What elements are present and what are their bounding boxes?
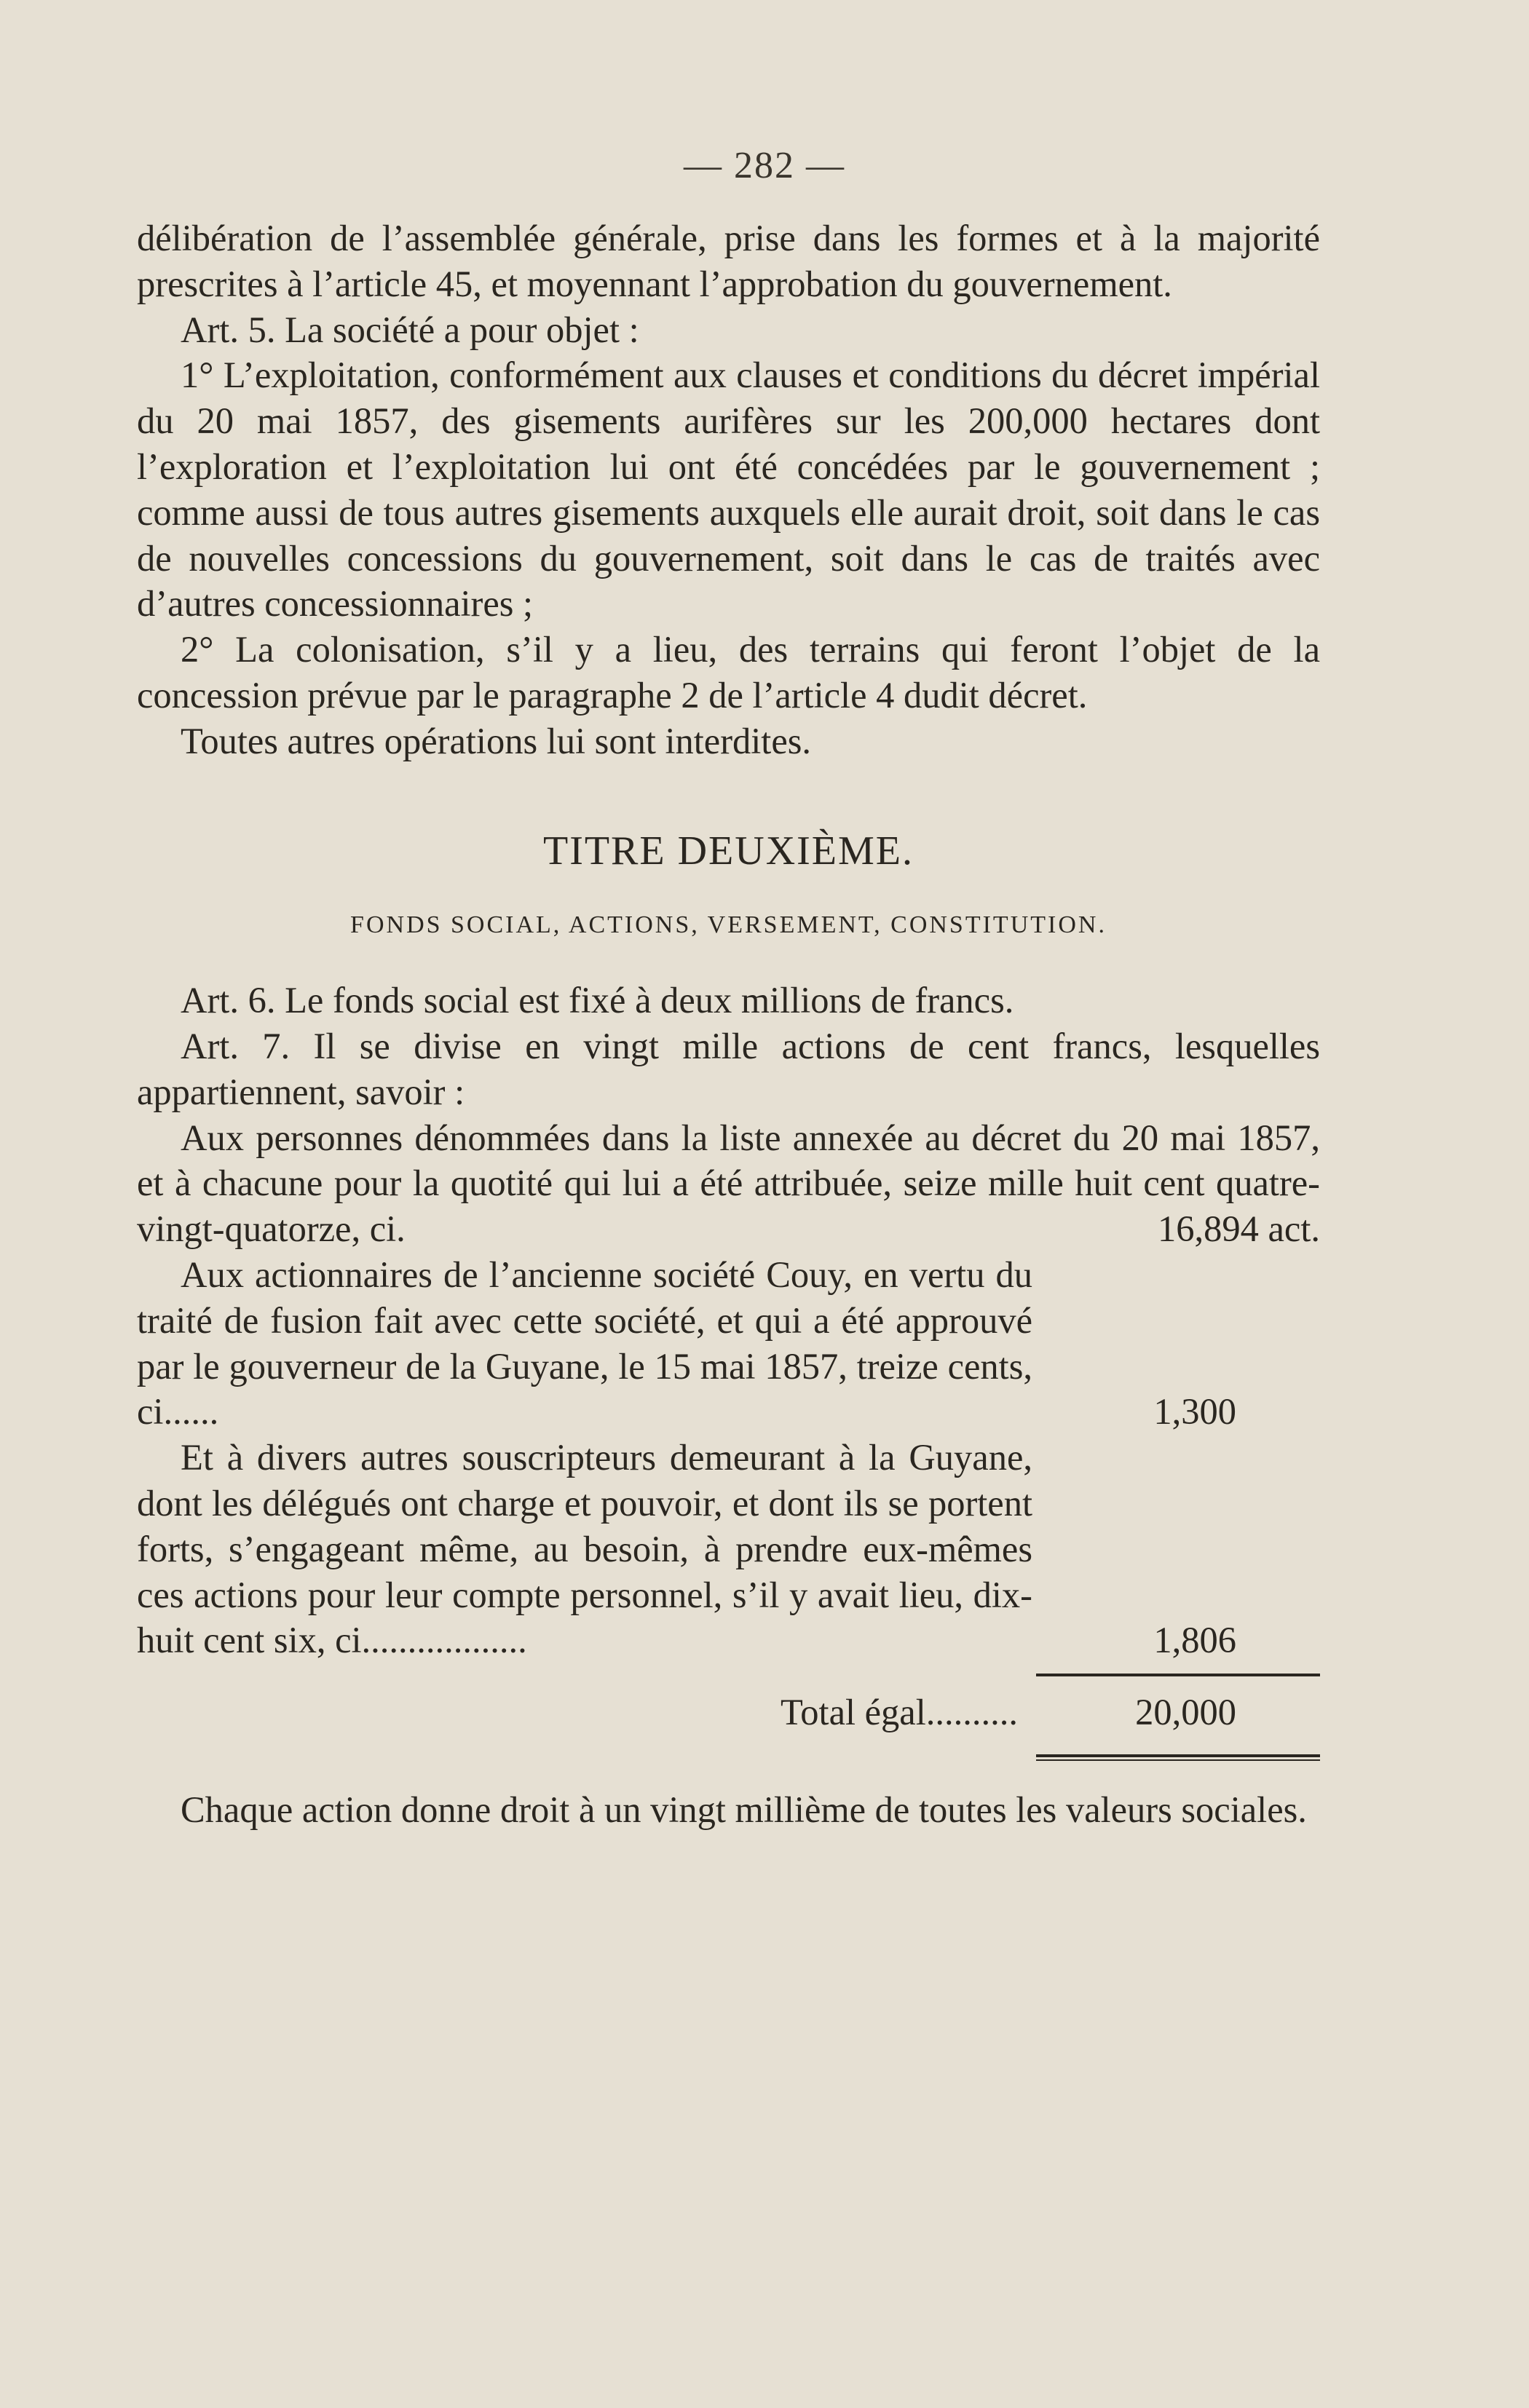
paragraph-interdites: Toutes autres opérations lui sont interdites. xyxy=(181,720,812,761)
paragraph-allocation-personnes xyxy=(137,1115,1320,1252)
paragraph-art-5: Art. 5. La société a pour objet : xyxy=(181,309,639,350)
section-title: TITRE DEUXIÈME. xyxy=(542,828,914,874)
sum-rule xyxy=(1036,1674,1320,1676)
section-subtitle: FONDS SOCIAL, ACTIONS, VERSEMENT, CONSTITUTION. xyxy=(350,911,1107,939)
paragraph-closing: Chaque action donne droit à un vingt millième de toutes les valeurs sociales. xyxy=(181,1789,1307,1830)
paragraph: délibération de l’assemblée générale, prise dans les formes et à la majorité prescrites à l’article 45, et moyennant l’approbation du gouvernement. xyxy=(137,218,1320,304)
allocation-row xyxy=(137,1435,1320,1663)
total-label: Total égal.......... xyxy=(780,1692,1018,1733)
allocation-text: Aux actionnaires de l’ancienne société Couy, en vertu du traité de fusion fait avec cette société, et qui a été approuvé par le gouverneur de la Guyane, le 15 mai 1857, treize cents, ci...... xyxy=(137,1253,1032,1433)
allocation-amount: 1,300 xyxy=(1153,1391,1236,1433)
page-number: — 282 — xyxy=(684,145,845,186)
total-row xyxy=(137,1690,1320,1735)
allocation-amount: 1,806 xyxy=(1153,1620,1236,1661)
total-double-rule xyxy=(1036,1754,1320,1761)
allocation-amount: 16,894 act. xyxy=(1158,1208,1320,1250)
allocation-text: Aux personnes dénommées dans la liste annexée au décret du 20 mai 1857, et à chacune pour la quotité qui lui a été attribuée, seize mille huit cent quatre-vingt-quatorze, ci. xyxy=(137,1117,1320,1250)
paragraph-art-7: Art. 7. Il se divise en vingt mille actions de cent francs, lesquelles appartiennent, savoir : xyxy=(137,1025,1320,1112)
total-amount: 20,000 xyxy=(1135,1692,1236,1733)
allocation-row xyxy=(137,1252,1320,1435)
allocation-text: Et à divers autres souscripteurs demeurant à la Guyane, dont les délégués ont charge et pouvoir, et dont ils se portent forts, s’engageant même, au besoin, à prendre eux-mêmes ces actions pour leur compte personnel, s’il y avait lieu, dix-huit cent six, ci.................. xyxy=(137,1437,1032,1661)
paragraph-objet-1: 1° L’exploitation, conformément aux clauses et conditions du décret impérial du 20 mai 1857, des gisements aurifères sur les 200,000 hectares dont l’exploration et l’exploitation lui ont été concédées par le gouvernement ; comme aussi de tous autres gisements auxquels elle aurait droit, soit dans le cas de nouvelles concessions du gouvernement, soit dans le cas de traités avec d’autres concessionnaires ; xyxy=(137,355,1320,625)
text-body xyxy=(137,215,1320,1833)
paragraph-art-6: Art. 6. Le fonds social est fixé à deux millions de francs. xyxy=(181,980,1014,1021)
paragraph-objet-2: 2° La colonisation, s’il y a lieu, des terrains qui feront l’objet de la concession prévue par le paragraphe 2 de l’article 4 dudit décret. xyxy=(137,629,1320,716)
